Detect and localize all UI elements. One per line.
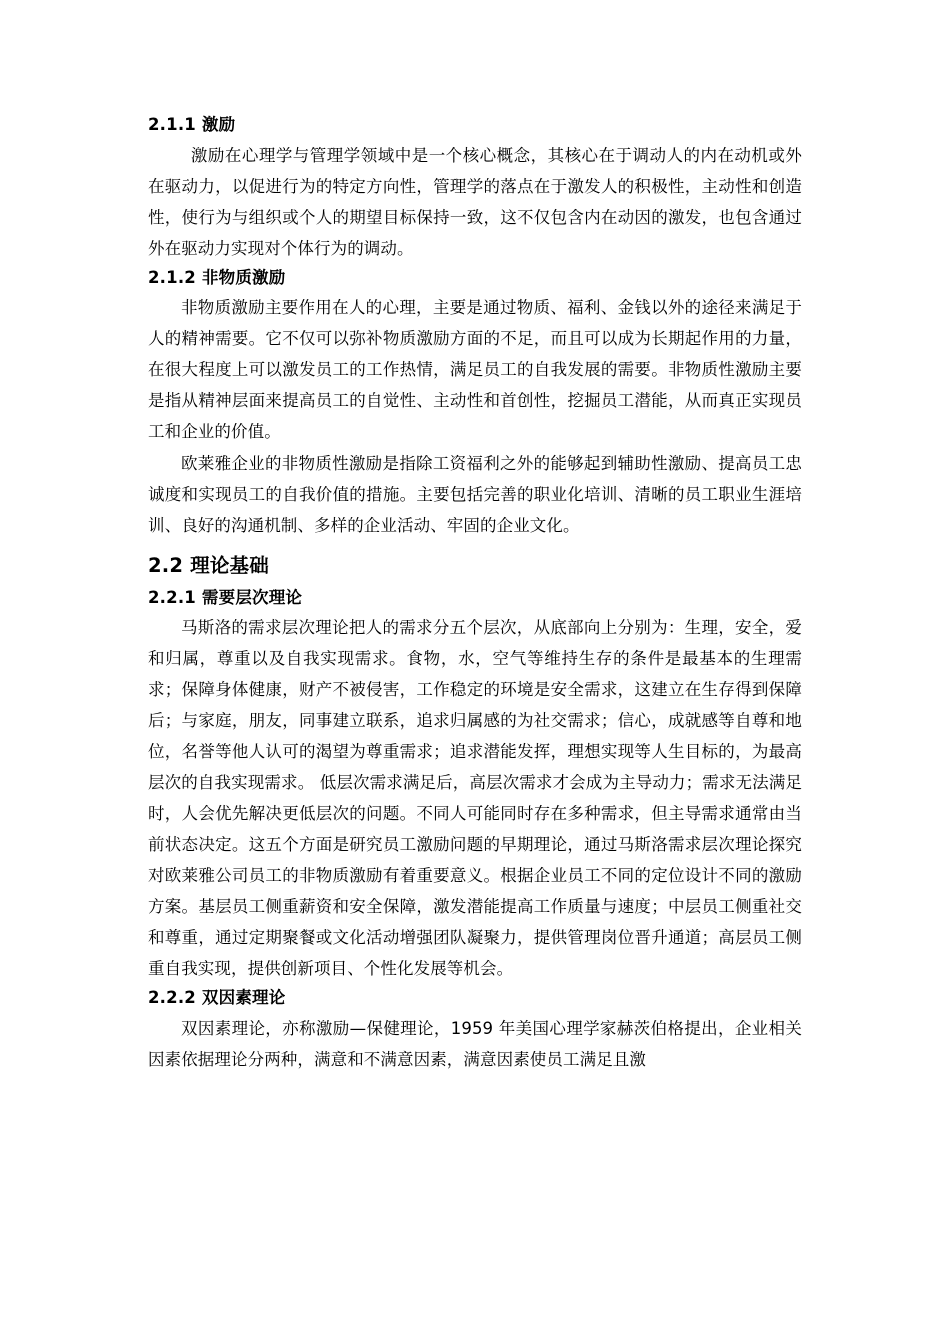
paragraph-motivation-definition: 激励在心理学与管理学领域中是一个核心概念，其核心在于调动人的内在动机或外在驱动力，以促进行为的特定方向性，管理学的落点在于激发人的积极性，主动性和创造性，使行为与组织或个人的期望目标保持一致，这不仅包含内在动因的激发，也包含通过外在驱动力实现对个体行为的调动。 xyxy=(148,145,802,258)
heading-2-2-2: 2.2.2 双因素理论 xyxy=(148,988,286,1008)
paragraph-two-factor-theory: 双因素理论，亦称激励—保健理论，1959 年美国心理学家赫茨伯格提出，企业相关因素依据理论分两种，满意和不满意因素，满意因素使员工满足且激 xyxy=(148,1018,802,1069)
paragraph-maslow-hierarchy: 马斯洛的需求层次理论把人的需求分五个层次，从底部向上分别为：生理，安全，爱和归属，尊重以及自我实现需求。食物，水，空气等维持生存的条件是最基本的生理需求；保障身体健康，财产不被侵害，工作稳定的环境是安全需求，这建立在生存得到保障后；与家庭，朋友，同事建立联系，追求归属感的为社交需求；信心，成就感等自尊和地位，名誉等他人认可的渴望为尊重需求；追求潜能发挥，理想实现等人生目标的，为最高层次的自我实现需求。 低层次需求满足后，高层次需求才会成为主导动力；需求无法满足时，人会优先解决更低层次的问题。不同人可能同时存在多种需求，但主导需求通常由当前状态决定。这五个方面是研究员工激励问题的早期理论，通过马斯洛需求层次理论探究对欧莱雅公司员工的非物质激励有着重要意义。根据企业员工不同的定位设计不同的激励方案。基层员工侧重薪资和安全保障，激发潜能提高工作质量与速度；中层员工侧重社交和尊重，通过定期聚餐或文化活动增强团队凝聚力，提供管理岗位晋升通道；高层员工侧重自我实现，提供创新项目、个性化发展等机会。 xyxy=(148,618,802,979)
paragraph-nonmaterial-incentive: 非物质激励主要作用在人的心理，主要是通过物质、福利、金钱以外的途径来满足于人的精神需要。它不仅可以弥补物质激励方面的不足，而且可以成为长期起作用的力量，在很大程度上可以激发员工的工作热情，满足员工的自我发展的需要。非物质性激励主要是指从精神层面来提高员工的自觉性、主动性和首创性，挖掘员工潜能，从而真正实现员工和企业的价值。 xyxy=(148,298,802,442)
paragraph-loreal-nonmaterial: 欧莱雅企业的非物质性激励是指除工资福利之外的能够起到辅助性激励、提高员工忠诚度和实现员工的自我价值的措施。主要包括完善的职业化培训、清晰的员工职业生涯培训、良好的沟通机制、多样的企业活动、牢固的企业文化。 xyxy=(148,454,802,536)
document-body xyxy=(148,112,802,1075)
heading-2-1-2: 2.1.2 非物质激励 xyxy=(148,267,286,287)
heading-2-2-1: 2.2.1 需要层次理论 xyxy=(148,587,303,607)
heading-2-2-theory-basis: 2.2 理论基础 xyxy=(148,554,269,578)
heading-2-1-1: 2.1.1 激励 xyxy=(148,115,236,134)
